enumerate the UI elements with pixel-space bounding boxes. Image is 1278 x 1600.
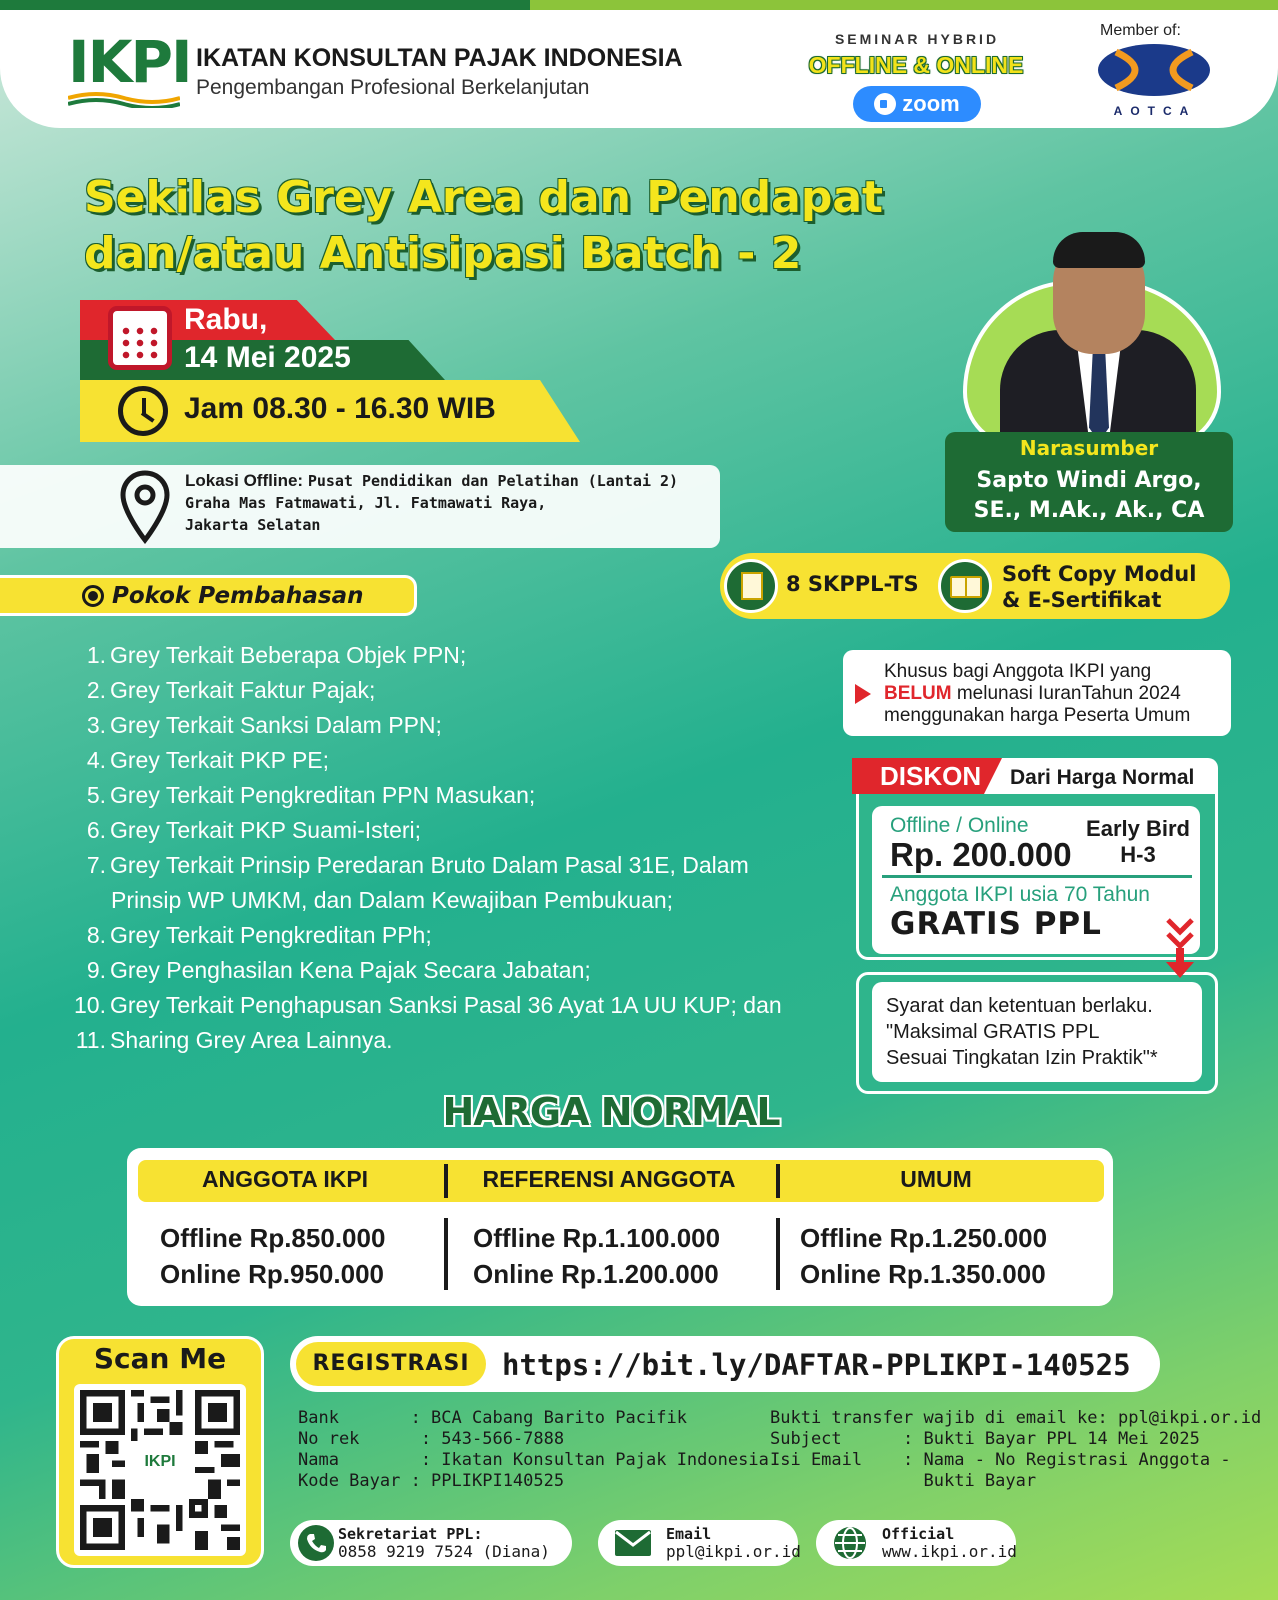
location-label-text: Lokasi Offline:: [185, 471, 304, 490]
location-line-3: Jakarta Selatan: [185, 516, 321, 534]
seminar-hybrid-label: SEMINAR HYBRID: [834, 31, 1000, 47]
bank-line: No rek : 543-566-7888: [298, 1429, 565, 1449]
email-line: Bukti Bayar: [770, 1471, 1037, 1491]
website-value: www.ikpi.or.id: [882, 1542, 1017, 1561]
early-bird: [1078, 816, 1198, 868]
topic-text: Grey Terkait Faktur Pajak;: [110, 677, 376, 703]
email-line: Subject : Bukti Bayar PPL 14 Mei 2025: [770, 1429, 1200, 1449]
topic-item: [70, 778, 830, 813]
email-label: Email: [666, 1525, 712, 1543]
module-line-1: Soft Copy Modul: [1002, 562, 1197, 586]
topic-item: [70, 1023, 830, 1058]
topic-item: [70, 673, 830, 708]
topic-number: 9.: [86, 957, 106, 983]
topic-text: Grey Terkait PKP PE;: [110, 747, 330, 773]
topic-item: [70, 953, 830, 988]
topic-text: Grey Terkait Prinsip Peredaran Bruto Dalam Pasal 31E, Dalam: [110, 852, 749, 878]
topic-text: Grey Terkait Beberapa Objek PPN;: [110, 642, 467, 668]
bank-line: Bank : BCA Cabang Barito Pacifik: [298, 1408, 687, 1428]
location-line-2: Graha Mas Fatmawati, Jl. Fatmawati Raya,: [185, 494, 547, 512]
topic-text: Grey Terkait Pengkreditan PPN Masukan;: [110, 782, 536, 808]
topic-text: Grey Terkait Sanksi Dalam PPN;: [110, 712, 442, 738]
topic-item: [70, 883, 830, 918]
pricing-divider: [444, 1218, 448, 1290]
pricing-header-reference: REFERENSI ANGGOTA: [482, 1166, 736, 1192]
topic-item: [70, 988, 830, 1023]
event-date: 14 Mei 2025: [184, 341, 351, 374]
pricing-header-divider: [444, 1164, 448, 1198]
secretariat-value: 0858 9219 7524 (Diana): [338, 1542, 550, 1561]
discount-price: Rp. 200.000: [890, 836, 1072, 873]
email-icon: [614, 1529, 652, 1557]
topic-text: Grey Terkait PKP Suami-Isteri;: [110, 817, 422, 843]
price-general-offline: Offline Rp.1.250.000: [800, 1223, 1048, 1253]
topic-number: 10.: [74, 992, 106, 1018]
topic-item: [70, 918, 830, 953]
note-line-1: Khusus bagi Anggota IKPI yang: [884, 661, 1152, 682]
secretariat-text: [338, 1525, 550, 1561]
event-title: [84, 170, 984, 282]
topics-list: [70, 638, 830, 1058]
pricing-general: [800, 1220, 1047, 1292]
aotca-text: AOTCA: [1113, 104, 1197, 118]
registration-link[interactable]: https://bit.ly/DAFTAR-PPLIKPI-140525: [502, 1348, 1131, 1382]
note-belum: BELUM: [884, 683, 952, 704]
seminar-mode-label: OFFLINE & ONLINE: [808, 52, 1024, 78]
email-text: [666, 1525, 801, 1561]
topics-heading: Pokok Pembahasan: [112, 583, 364, 609]
note-line-2-rest: melunasi IuranTahun 2024: [951, 683, 1181, 704]
terms-line-1: Syarat dan ketentuan berlaku.: [886, 995, 1153, 1017]
speaker-name: [945, 466, 1233, 526]
pricing-member: [160, 1220, 385, 1292]
ikpi-logo: IKPI: [68, 28, 191, 96]
topic-number: 4.: [86, 747, 106, 773]
clock-icon: [118, 386, 168, 436]
topic-item: [70, 638, 830, 673]
discount-label: DISKON: [880, 761, 982, 791]
discount-sublabel: Dari Harga Normal: [1010, 766, 1195, 789]
topic-text: Grey Penghasilan Kena Pajak Secara Jabatan;: [110, 957, 591, 983]
event-time: Jam 08.30 - 16.30 WIB: [184, 392, 496, 425]
bank-details: [298, 1408, 769, 1492]
speaker-name-line-1: Sapto Windi Argo,: [976, 468, 1202, 493]
topic-text: Prinsip WP UMKM, dan Dalam Kewajiban Pembukuan;: [111, 887, 674, 913]
topic-text: Sharing Grey Area Lainnya.: [110, 1027, 393, 1053]
registration-label: REGISTRASI: [312, 1351, 470, 1376]
price-reference-online: Online Rp.1.200.000: [473, 1259, 719, 1289]
terms-line-2: "Maksimal GRATIS PPL: [886, 1021, 1100, 1043]
speaker-name-line-2: SE., M.Ak., Ak., CA: [973, 498, 1205, 523]
phone-icon: [298, 1525, 334, 1561]
org-name: IKATAN KONSULTAN PAJAK INDONESIA: [196, 44, 683, 72]
note-line-2: [884, 683, 1181, 705]
location-line-1: Pusat Pendidikan dan Pelatihan (Lantai 2): [307, 472, 679, 490]
certificate-icon: [724, 559, 778, 613]
pricing-reference: [473, 1220, 720, 1292]
topic-text: Grey Terkait Pengkreditan PPh;: [110, 922, 432, 948]
topic-number: 7.: [86, 852, 106, 878]
price-member-offline: Offline Rp.850.000: [160, 1223, 386, 1253]
topic-number: 6.: [86, 817, 106, 843]
early-bird-label: Early Bird: [1086, 816, 1190, 841]
bank-line: Kode Bayar : PPLIKPI140525: [298, 1471, 565, 1491]
topic-number: 8.: [86, 922, 106, 948]
discount-mode: Offline / Online: [890, 814, 1029, 837]
topic-number: 2.: [86, 677, 106, 703]
email-line: Isi Email : Nama - No Registrasi Anggota -: [770, 1450, 1231, 1470]
website-text: [882, 1525, 1017, 1561]
aotca-logo-icon: [1098, 42, 1210, 98]
speaker-label: Narasumber: [1019, 436, 1159, 460]
zoom-camera-icon: [874, 93, 896, 115]
topic-item: [70, 743, 830, 778]
topic-item: [70, 708, 830, 743]
org-subtitle: Pengembangan Profesional Berkelanjutan: [196, 76, 590, 99]
email-line: Bukti transfer wajib di email ke: ppl@ikpi.or.id: [770, 1408, 1262, 1428]
age-label: Anggota IKPI usia 70 Tahun: [890, 883, 1150, 906]
bank-line: Nama : Ikatan Konsultan Pajak Indonesia: [298, 1450, 769, 1470]
skppl-credit: 8 SKPPL-TS: [786, 572, 919, 596]
title-line-2: dan/atau Antisipasi Batch - 2: [84, 228, 802, 279]
topic-number: 5.: [86, 782, 106, 808]
event-day: Rabu,: [184, 303, 268, 336]
email-instructions: [770, 1408, 1261, 1492]
member-of-label: Member of:: [1100, 22, 1181, 39]
email-value: ppl@ikpi.or.id: [666, 1542, 801, 1561]
topic-text: Grey Terkait Penghapusan Sanksi Pasal 36 Ayat 1A UU KUP; dan: [110, 992, 782, 1018]
price-reference-offline: Offline Rp.1.100.000: [473, 1223, 721, 1253]
age-value: GRATIS PPL: [890, 906, 1102, 942]
discount-divider: [882, 875, 1192, 878]
logo-wave-icon: [68, 90, 180, 108]
location-pin-icon: [120, 470, 170, 544]
pricing-title: HARGA NORMAL: [442, 1090, 780, 1134]
globe-icon: [832, 1525, 868, 1561]
terms-line-3: Sesuai Tingkatan Izin Praktik"*: [886, 1047, 1158, 1069]
zoom-badge: [853, 86, 981, 122]
pricing-header-general: UMUM: [900, 1166, 972, 1192]
topic-item: [70, 813, 830, 848]
topic-item: [70, 848, 830, 883]
play-arrow-icon: [855, 684, 871, 704]
speaker-photo-hair: [1053, 232, 1145, 268]
calendar-icon: [108, 306, 172, 370]
zoom-label: zoom: [902, 91, 960, 116]
location-label: [185, 471, 678, 491]
target-icon: [82, 585, 104, 607]
early-bird-sub: H-3: [1120, 842, 1156, 867]
topic-number: 11.: [75, 1027, 106, 1053]
pricing-divider: [776, 1218, 780, 1290]
price-general-online: Online Rp.1.350.000: [800, 1259, 1046, 1289]
down-arrow-icon: [1164, 900, 1196, 1000]
website-label: Official: [882, 1525, 955, 1543]
title-line-1: Sekilas Grey Area dan Pendapat: [84, 172, 884, 223]
qr-ikpi-logo: IKPI: [136, 1446, 184, 1478]
note-line-3: menggunakan harga Peserta Umum: [884, 705, 1191, 726]
topic-number: 1.: [86, 642, 106, 668]
module-credit: [1002, 561, 1196, 613]
book-icon: [938, 559, 992, 613]
topic-number: 3.: [86, 712, 106, 738]
top-bar-accent: [530, 0, 1278, 10]
price-member-online: Online Rp.950.000: [160, 1259, 384, 1289]
scan-me-label: Scan Me: [93, 1342, 227, 1375]
pricing-header-member: ANGGOTA IKPI: [201, 1166, 369, 1192]
module-line-2: & E-Sertifikat: [1002, 588, 1162, 612]
secretariat-label: Sekretariat PPL:: [338, 1525, 483, 1543]
pricing-header-divider: [776, 1164, 780, 1198]
